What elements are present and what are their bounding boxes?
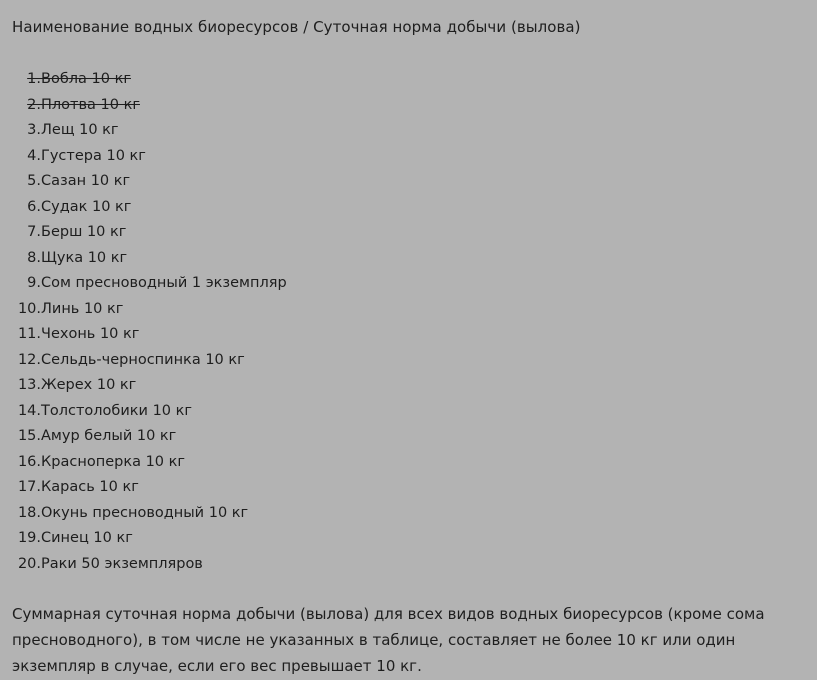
summary-paragraph: Суммарная суточная норма добычи (вылова) для всех видов водных биоресурсов (кроме сома пресноводного), в том числе не указанных в таблице, составляет не более 10 кг или один экземпляр в случае, если его вес превышает 10 кг. <box>12 605 765 675</box>
list-item-text: Синец 10 кг <box>41 530 133 546</box>
list-item-number: 15. <box>17 428 41 444</box>
list-item-number: 17. <box>17 479 41 495</box>
list-item <box>12 501 805 527</box>
list-item <box>12 93 805 119</box>
list-item-text: Толстолобики 10 кг <box>41 402 193 419</box>
list-item-text: Жерех 10 кг <box>41 377 137 393</box>
list-item-number: 2. <box>27 96 41 113</box>
list-item <box>12 246 805 272</box>
list-item-text: Карась 10 кг <box>41 479 139 495</box>
page-heading: Наименование водных биоресурсов / Суточная норма добычи (вылова) <box>12 18 581 36</box>
list-item <box>12 475 805 501</box>
list-item-number: 11. <box>17 326 41 342</box>
list-item-number: 4. <box>27 147 41 164</box>
list-item <box>12 552 805 578</box>
list-item <box>12 424 805 450</box>
list-item-number: 3. <box>27 122 41 138</box>
list-item <box>12 399 805 425</box>
list-item <box>12 220 805 246</box>
list-item-number: 14. <box>17 402 41 419</box>
list-item-number: 13. <box>17 377 41 393</box>
list-item <box>12 144 805 170</box>
list-item-text: Сом пресноводный 1 экземпляр <box>41 275 287 291</box>
list-item-number: 16. <box>17 453 41 470</box>
list-item-number: 6. <box>27 198 41 215</box>
list-item <box>12 271 805 297</box>
list-item-number: 7. <box>27 224 41 240</box>
list-item-number: 8. <box>27 249 41 266</box>
list-item <box>12 297 805 323</box>
list-item-text: Окунь пресноводный 10 кг <box>41 504 249 521</box>
list-item-text: Судак 10 кг <box>41 198 132 215</box>
list-item-text: Вобла 10 кг <box>41 71 131 87</box>
list-item <box>12 67 805 93</box>
list-item <box>12 526 805 552</box>
list-item-text: Сельдь-черноспинка 10 кг <box>41 351 245 368</box>
list-item-number: 12. <box>17 351 41 368</box>
list-item-text: Амур белый 10 кг <box>41 428 177 444</box>
list-item-text: Линь 10 кг <box>41 300 124 317</box>
list-item-text: Лещ 10 кг <box>41 122 119 138</box>
list-item-number: 1. <box>27 71 41 87</box>
list-item <box>12 450 805 476</box>
list-item-text: Щука 10 кг <box>41 249 128 266</box>
list-item-text: Густера 10 кг <box>41 147 146 164</box>
list-item-number: 5. <box>27 173 41 189</box>
list-item-text: Берш 10 кг <box>41 224 127 240</box>
list-item-number: 9. <box>27 275 41 291</box>
list-item <box>12 348 805 374</box>
fish-catch-list <box>12 67 805 577</box>
list-item-number: 18. <box>17 504 41 521</box>
list-item <box>12 169 805 195</box>
list-item-text: Сазан 10 кг <box>41 173 131 189</box>
list-item-number: 10. <box>17 300 41 317</box>
list-item-text: Чехонь 10 кг <box>41 326 140 342</box>
list-item-text: Раки 50 экземпляров <box>41 555 203 572</box>
list-item-text: Плотва 10 кг <box>41 96 140 113</box>
list-item <box>12 322 805 348</box>
list-item-number: 20. <box>17 555 41 572</box>
list-item <box>12 118 805 144</box>
list-item <box>12 373 805 399</box>
list-item-number: 19. <box>17 530 41 546</box>
list-item <box>12 195 805 221</box>
list-item-text: Красноперка 10 кг <box>41 453 186 470</box>
